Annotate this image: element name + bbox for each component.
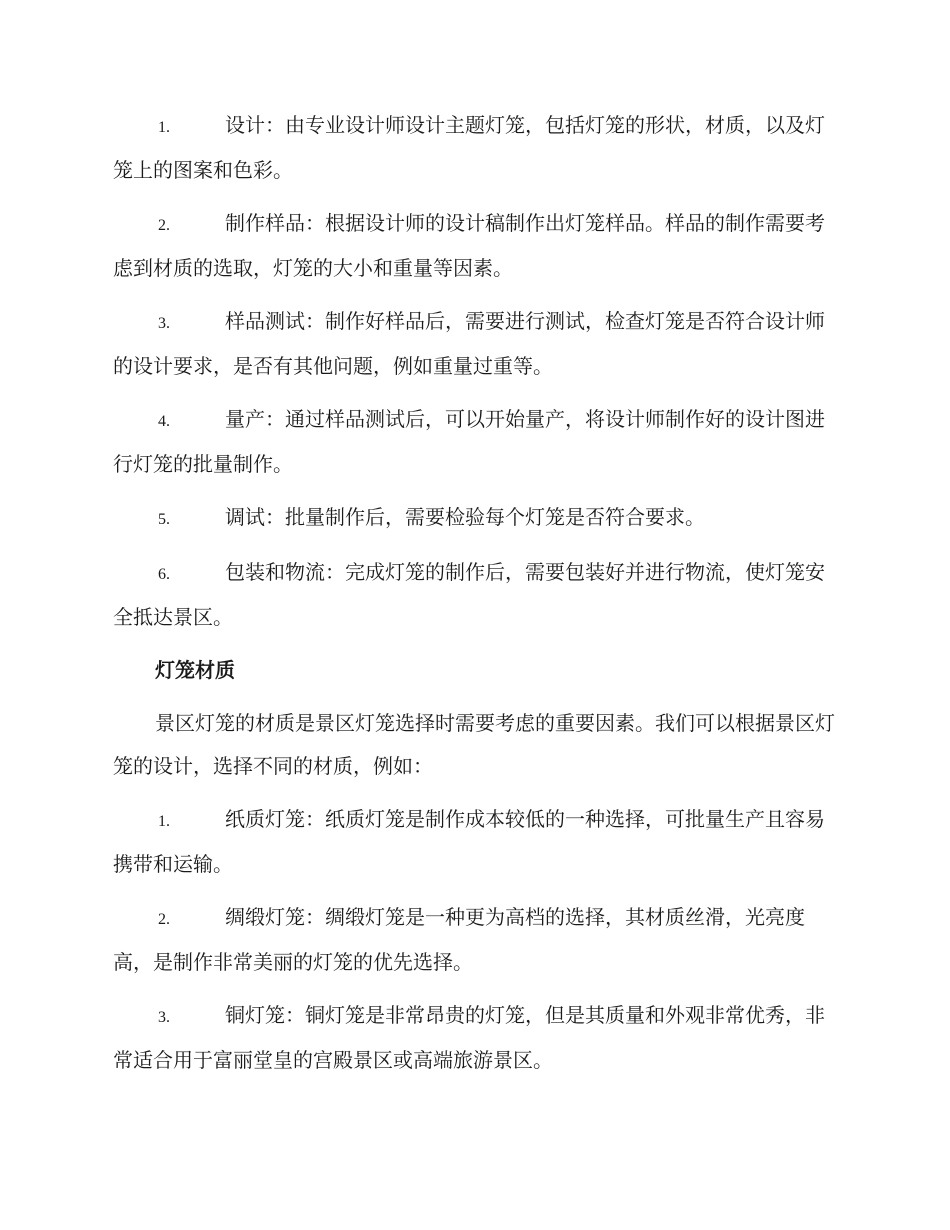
list-number: 1. <box>158 119 170 136</box>
list-number: 1. <box>158 813 170 830</box>
list-number: 2. <box>158 911 170 928</box>
intro-paragraph: 景区灯笼的材质是景区灯笼选择时需要考虑的重要因素。我们可以根据景区灯笼的设计，选择不同的材质，例如： <box>113 711 835 778</box>
list-text: 量产：通过样品测试后，可以开始量产，将设计师制作好的设计图进行灯笼的批量制作。 <box>113 407 825 476</box>
list-item <box>113 994 835 1082</box>
list-number: 6. <box>158 566 170 583</box>
list-item <box>113 798 835 886</box>
document-body <box>113 104 835 1092</box>
list-item <box>113 496 835 541</box>
list-text: 调试：批量制作后，需要检验每个灯笼是否符合要求。 <box>225 505 705 529</box>
list-item <box>113 300 835 388</box>
list-text: 包装和物流：完成灯笼的制作后，需要包装好并进行物流，使灯笼安全抵达景区。 <box>113 560 825 629</box>
list-number: 2. <box>158 217 170 234</box>
list-text: 制作样品：根据设计师的设计稿制作出灯笼样品。样品的制作需要考虑到材质的选取，灯笼的大小和重量等因素。 <box>113 211 825 280</box>
list-text: 纸质灯笼：纸质灯笼是制作成本较低的一种选择，可批量生产且容易携带和运输。 <box>113 807 825 876</box>
list-text: 绸缎灯笼：绸缎灯笼是一种更为高档的选择，其材质丝滑，光亮度高，是制作非常美丽的灯笼的优先选择。 <box>113 905 805 974</box>
list-number: 3. <box>158 1009 170 1026</box>
list-item <box>113 104 835 192</box>
list-item <box>113 202 835 290</box>
list-text: 样品测试：制作好样品后，需要进行测试，检查灯笼是否符合设计师的设计要求，是否有其他问题，例如重量过重等。 <box>113 309 825 378</box>
list-text: 铜灯笼：铜灯笼是非常昂贵的灯笼，但是其质量和外观非常优秀，非常适合用于富丽堂皇的宫殿景区或高端旅游景区。 <box>113 1003 825 1072</box>
list-item <box>113 551 835 639</box>
section-heading: 灯笼材质 <box>155 658 235 682</box>
list-item <box>113 896 835 984</box>
list-item <box>113 398 835 486</box>
list-number: 4. <box>158 413 170 430</box>
list-text: 设计：由专业设计师设计主题灯笼，包括灯笼的形状，材质，以及灯笼上的图案和色彩。 <box>113 113 825 182</box>
list-number: 3. <box>158 315 170 332</box>
list-number: 5. <box>158 511 170 528</box>
